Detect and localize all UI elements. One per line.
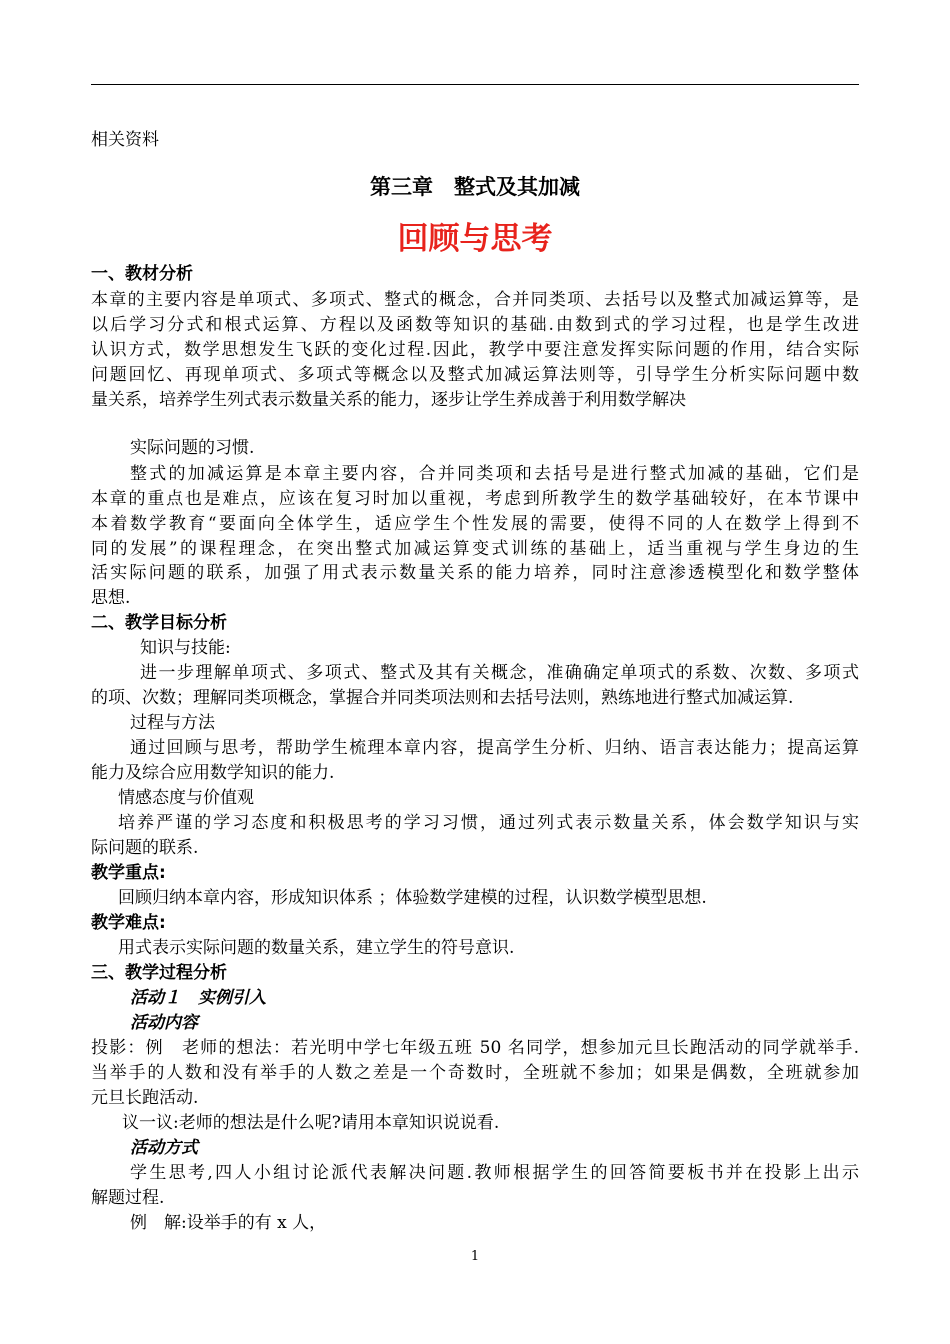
paragraph-line: 投影：例 老师的想法：若光明中学七年级五班 50 名同学，想参加元旦长跑活动的同学就举手. [91, 1038, 859, 1058]
page-number: 1 [470, 1249, 480, 1264]
activity-method-label: 活动方式 [130, 1138, 198, 1158]
paragraph-line: 学生思考,四人小组讨论派代表解决问题.教师根据学生的回答简要板书并在投影上出示 [130, 1163, 859, 1183]
paragraph-line: 培养严谨的学习态度和积极思考的学习习惯，通过列式表示数量关系，体会数学知识与实 [118, 813, 859, 833]
paragraph-line: 例 解:设举手的有 x 人， [130, 1213, 327, 1233]
paragraph-line: 解题过程. [91, 1188, 165, 1208]
heading-difficulties: 教学难点: [91, 913, 166, 933]
paragraph-line: 本着数学教育“要面向全体学生，适应学生个性发展的需要，使得不同的人在数学上得到不 [91, 514, 859, 534]
paragraph-line: 的项、次数；理解同类项概念，掌握合并同类项法则和去括号法则，熟练地进行整式加减运算. [91, 688, 794, 708]
paragraph-line: 通过回顾与思考，帮助学生梳理本章内容，提高学生分析、归纳、语言表达能力；提高运算 [130, 738, 859, 758]
heading-key-points: 教学重点: [91, 863, 166, 883]
paragraph-line: 活实际问题的联系，加强了用式表示数量关系的能力培养，同时注意渗透模型化和数学整体 [91, 563, 859, 583]
heading-textbook-analysis: 一、教材分析 [91, 264, 193, 284]
paragraph-line: 回顾归纳本章内容，形成知识体系 ；体验数学建模的过程，认识数学模型思想. [118, 888, 707, 908]
subheading-knowledge-skills: 知识与技能: [140, 638, 231, 658]
paragraph-line: 同的发展”的课程理念，在突出整式加减运算变式训练的基础上，适当重视与学生身边的生 [91, 539, 859, 559]
subheading-process-method: 过程与方法 [130, 713, 215, 733]
paragraph-line: 思想. [91, 588, 131, 608]
paragraph-line: 本章的主要内容是单项式、多项式、整式的概念，合并同类项、去括号以及整式加减运算等，是 [91, 290, 859, 310]
section-title: 回顾与思考 [397, 221, 553, 257]
chapter-title: 第三章 整式及其加减 [370, 175, 580, 199]
paragraph-line: 元旦长跑活动. [91, 1088, 199, 1108]
paragraph-line: 整式的加减运算是本章主要内容，合并同类项和去括号是进行整式加减的基础，它们是 [130, 464, 859, 484]
paragraph-line: 用式表示实际问题的数量关系，建立学生的符号意识. [118, 938, 515, 958]
paragraph-line: 议一议:老师的想法是什么呢?请用本章知识说说看. [122, 1113, 500, 1133]
paragraph-line: 量关系，培养学生列式表示数量关系的能力，逐步让学生养成善于利用数学解决 [91, 390, 686, 410]
activity-title: 活动１ 实例引入 [130, 988, 266, 1008]
paragraph-line: 能力及综合应用数学知识的能力. [91, 763, 335, 783]
heading-process-analysis: 三、教学过程分析 [91, 963, 227, 983]
paragraph-line: 当举手的人数和没有举手的人数之差是一个奇数时，全班就不参加；如果是偶数，全班就参加 [91, 1063, 859, 1083]
header-label: 相关资料 [91, 130, 159, 150]
subheading-attitude-values: 情感态度与价值观 [118, 788, 254, 808]
paragraph-line: 问题回忆、再现单项式、多项式等概念以及整式加减运算法则等，引导学生分析实际问题中数 [91, 365, 859, 385]
paragraph-line: 进一步理解单项式、多项式、整式及其有关概念，准确确定单项式的系数、次数、多项式 [140, 663, 859, 683]
paragraph-line: 以后学习分式和根式运算、方程以及函数等知识的基础.由数到式的学习过程，也是学生改进 [91, 315, 859, 335]
activity-content-label: 活动内容 [130, 1013, 198, 1033]
paragraph-line: 认识方式，数学思想发生飞跃的变化过程.因此，教学中要注意发挥实际问题的作用，结合实际 [91, 340, 859, 360]
heading-objectives: 二、教学目标分析 [91, 613, 227, 633]
paragraph-line: 实际问题的习惯. [130, 438, 255, 458]
paragraph-line: 本章的重点也是难点，应该在复习时加以重视，考虑到所教学生的数学基础较好，在本节课中 [91, 489, 859, 509]
header-rule [91, 84, 859, 85]
paragraph-line: 际问题的联系. [91, 838, 199, 858]
